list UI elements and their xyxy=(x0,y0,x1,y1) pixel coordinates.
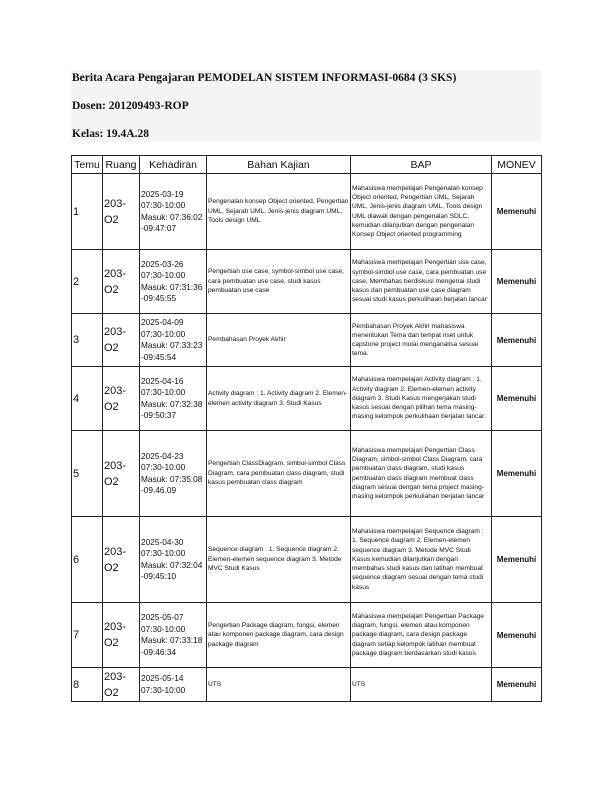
cell-kehadiran: 2025-05-14 07:30-10:00 xyxy=(140,668,207,702)
cell-temu: 7 xyxy=(72,603,103,668)
document-title: Berita Acara Pengajaran PEMODELAN SISTEM INFORMASI-0684 (3 SKS) xyxy=(72,72,457,84)
column-header-temu: Temu xyxy=(72,156,103,174)
cell-ruang: 203-O2 xyxy=(103,431,140,517)
column-header-monev: MONEV xyxy=(492,156,542,174)
cell-bahan-kajian: Sequence diagram : 1. Sequence diagram 2. Elemen-elemen sequence diagram 3. Metode MVC Studi Kasus xyxy=(207,517,351,603)
lecturer-line: Dosen: 201209493-ROP xyxy=(72,100,189,112)
column-header-ruang: Ruang xyxy=(103,156,140,174)
column-header-kehadiran: Kehadiran xyxy=(140,156,207,174)
teaching-report-table xyxy=(71,155,542,702)
cell-bahan-kajian: Pengertian use case, symbol-simbol use case, cara pembuatan use case, studi kasus pembuatan use case xyxy=(207,250,351,314)
cell-kehadiran: 2025-04-23 07:30-10:00 Masuk: 07:35:08 -09.46.09 xyxy=(140,431,207,517)
page-header xyxy=(71,70,541,142)
table-header-row xyxy=(72,156,542,174)
cell-monev: Memenuhi xyxy=(492,174,542,250)
cell-kehadiran: 2025-04-09 07:30-10:00 Masuk: 07:33:23 -09:45:54 xyxy=(140,314,207,367)
cell-ruang: 203-O2 xyxy=(103,367,140,431)
cell-bahan-kajian: UTS xyxy=(207,668,351,702)
cell-bap: Mahasiswa mempelajari Pengertian Class Diagram, simbol-simbol Class Diagram, cara pembuatan class diagram, studi kasus pembuatan class diagram membuat class diagram sesuai dengan tema project masing-masing kelompok perkuliahan berjalan lancar xyxy=(351,431,492,517)
table-row xyxy=(72,517,542,603)
cell-monev: Memenuhi xyxy=(492,603,542,668)
cell-kehadiran: 2025-03-19 07:30-10:00 Masuk: 07:36:02 -09:47:07 xyxy=(140,174,207,250)
table-row xyxy=(72,668,542,702)
cell-bap: Mahasiswa mempelajari Pengertian use case, symbol-simbol use case, cara pembuatan use case, Membahas berdiskusi mengenai studi kasus dan pembuatan use case diagram sesuai studi kasus perkulihaan berjalan lancar xyxy=(351,250,492,314)
cell-ruang: 203-O2 xyxy=(103,314,140,367)
cell-kehadiran: 2025-04-16 07:30-10:00 Masuk: 07:32:38 -09:50:37 xyxy=(140,367,207,431)
table-row xyxy=(72,431,542,517)
cell-bap: Mahasiswa mempelajari Pengertian Package diagram, fungsi, elemen atau komponen package diagram, cara design package diagram setiap kelompok latihan membuat package diagram berdasarkan studi kasus xyxy=(351,603,492,668)
cell-monev: Memenuhi xyxy=(492,314,542,367)
cell-temu: 3 xyxy=(72,314,103,367)
cell-monev: Memenuhi xyxy=(492,431,542,517)
cell-bap: Mahasiswa mempelajari Activity diagram : 1. Activity diagram 2. Elemen-elemen activity diagram 3. Studi Kasus mengerjakan studi kasus sesuai dengan pilihan tema masing-masing kelompok perkulihaan berjalan lancar. xyxy=(351,367,492,431)
cell-temu: 8 xyxy=(72,668,103,702)
cell-bahan-kajian: Activity diagram : 1. Activity diagram 2. Elemen-elemen activity diagram 3. Studi Kasus xyxy=(207,367,351,431)
cell-ruang: 203-O2 xyxy=(103,517,140,603)
cell-temu: 4 xyxy=(72,367,103,431)
cell-ruang: 203-O2 xyxy=(103,174,140,250)
cell-bahan-kajian: Pengenalan konsep Object oriented, Pengertian UML, Sejarah UML, Jenis-jenis diagram UML, Tools design UML xyxy=(207,174,351,250)
cell-monev: Memenuhi xyxy=(492,517,542,603)
cell-kehadiran: 2025-05-07 07:30-10:00 Masuk: 07:33:18 -09:46:34 xyxy=(140,603,207,668)
column-header-bahan-kajian: Bahan Kajian xyxy=(207,156,351,174)
cell-kehadiran: 2025-03-26 07:30-10:00 Masuk: 07:31:36 -09:45:55 xyxy=(140,250,207,314)
column-header-bap: BAP xyxy=(351,156,492,174)
cell-ruang: 203-O2 xyxy=(103,668,140,702)
cell-ruang: 203-O2 xyxy=(103,603,140,668)
table-row xyxy=(72,367,542,431)
cell-monev: Memenuhi xyxy=(492,367,542,431)
cell-bap: Mahasiswa mempelajari Pengenalan konsep Object oriented, Pengertian UML, Sejarah UML, Jenis-jenis diagram UML, Tools design UML diawali dengan pengenalan SDLC, kemudian dilanjutkan dengan pengenalan Konsep Object oriented programming xyxy=(351,174,492,250)
cell-bap: Pembahasan Proyek Akhir mahasiswa menentukan Tema dan tempat riset untuk capstone project mulai menganalisa sesuai tema. xyxy=(351,314,492,367)
cell-bahan-kajian: Pengertian Package diagram, fungsi, elemen atau komponen package diagram, cara design package diagram xyxy=(207,603,351,668)
cell-temu: 2 xyxy=(72,250,103,314)
cell-temu: 1 xyxy=(72,174,103,250)
cell-bahan-kajian: Pengertian ClassDiagram, simbol-simbol Class Diagram, cara pembuatan class diagram, studi kasus pembuatan class diagram xyxy=(207,431,351,517)
cell-bap: Mahasiswa mempelajari Sequence diagram : 1. Sequence diagram 2. Elemen-elemen sequence diagram 3. Metode MVC Studi Kasus kemudian dilanjutkan dengan membahas studi kasus dan latihan membuat sequence diagram sesuai dengan tema studi kasus xyxy=(351,517,492,603)
table-row xyxy=(72,314,542,367)
table-row xyxy=(72,250,542,314)
class-line: Kelas: 19.4A.28 xyxy=(72,128,149,140)
cell-ruang: 203-O2 xyxy=(103,250,140,314)
cell-kehadiran: 2025-04-30 07:30-10:00 Masuk: 07:32:04 -09:45:10 xyxy=(140,517,207,603)
cell-temu: 6 xyxy=(72,517,103,603)
table-row xyxy=(72,174,542,250)
cell-temu: 5 xyxy=(72,431,103,517)
cell-bahan-kajian: Pembahasan Proyek Akhir xyxy=(207,314,351,367)
cell-monev: Memenuhi xyxy=(492,250,542,314)
cell-bap: UTS xyxy=(351,668,492,702)
cell-monev: Memenuhi xyxy=(492,668,542,702)
table-row xyxy=(72,603,542,668)
